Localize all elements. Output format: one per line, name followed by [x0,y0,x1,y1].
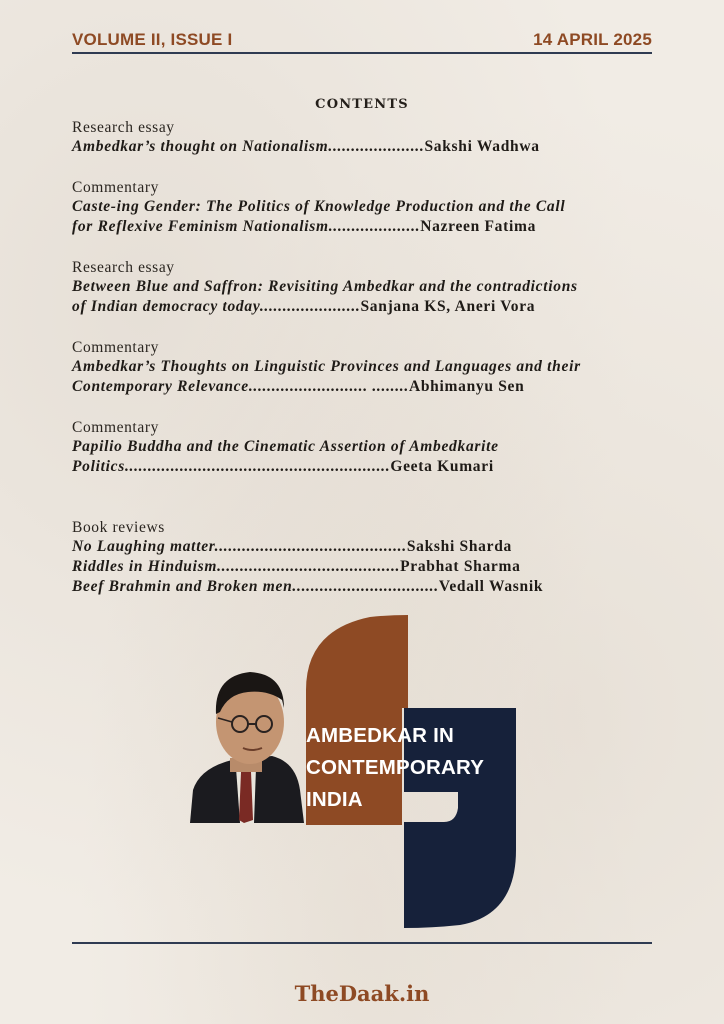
entry-category: Book reviews [72,519,165,536]
wordmark-line: INDIA [306,788,363,811]
wordmark-line: CONTEMPORARY [306,756,485,779]
entry-title[interactable]: Papilio Buddha and the Cinematic Assertion of Ambedkarite [72,438,499,455]
entry-title[interactable]: Ambedkar’s thought on Nationalism.....................Sakshi Wadhwa [72,138,540,155]
entry-category: Research essay [72,119,175,136]
toc-entry [72,178,652,237]
toc-entry [72,118,652,157]
book-reviews-section [72,518,652,597]
toc-entry [72,418,652,477]
site-link[interactable]: TheDaak.in [294,981,430,1006]
entry-author: Sanjana KS, Aneri Vora [360,298,536,315]
entry-category: Research essay [72,259,175,276]
brand-wordmark [306,720,536,816]
entry-category: Commentary [72,339,159,356]
book-review-item[interactable]: No Laughing matter..........................................Sakshi Sharda [72,538,512,555]
entry-author: Sakshi Wadhwa [424,138,540,155]
volume-issue: VOLUME II, ISSUE I [72,30,233,49]
issue-date: 14 APRIL 2025 [533,30,652,49]
entry-category: Commentary [72,419,159,436]
entry-category: Commentary [72,179,159,196]
entry-title[interactable]: of Indian democracy today......................Sanjana KS, Aneri Vora [72,298,536,315]
entry-title[interactable]: Contemporary Relevance.......................... ........Abhimanyu Sen [72,378,525,395]
entry-author: Geeta Kumari [390,458,494,475]
book-review-item[interactable]: Riddles in Hinduism........................................Prabhat Sharma [72,558,521,575]
book-review-item[interactable]: Beef Brahmin and Broken men................................Vedall Wasnik [72,578,544,595]
masthead [72,30,652,52]
entry-author: Sakshi Sharda [406,538,512,555]
entry-title[interactable]: Politics..........................................................Geeta Kumari [72,458,494,475]
contents-heading: CONTENTS [315,97,409,112]
entry-author: Vedall Wasnik [438,578,544,595]
entry-author: Prabhat Sharma [400,558,521,575]
toc-entry [72,258,652,317]
wordmark-line: AMBEDKAR IN [306,724,454,747]
entry-title[interactable]: Between Blue and Saffron: Revisiting Ambedkar and the contradictions [72,278,578,295]
entry-author: Nazreen Fatima [420,218,537,235]
top-divider [72,52,652,54]
bottom-divider [72,942,652,944]
entry-author: Abhimanyu Sen [408,378,525,395]
entry-title[interactable]: Ambedkar’s Thoughts on Linguistic Provinces and Languages and their [72,358,581,375]
entry-title[interactable]: for Reflexive Feminism Nationalism....................Nazreen Fatima [72,218,537,235]
toc-entry [72,338,652,397]
portrait-illustration [190,672,304,823]
entry-title[interactable]: Caste-ing Gender: The Politics of Knowledge Production and the Call [72,198,566,215]
